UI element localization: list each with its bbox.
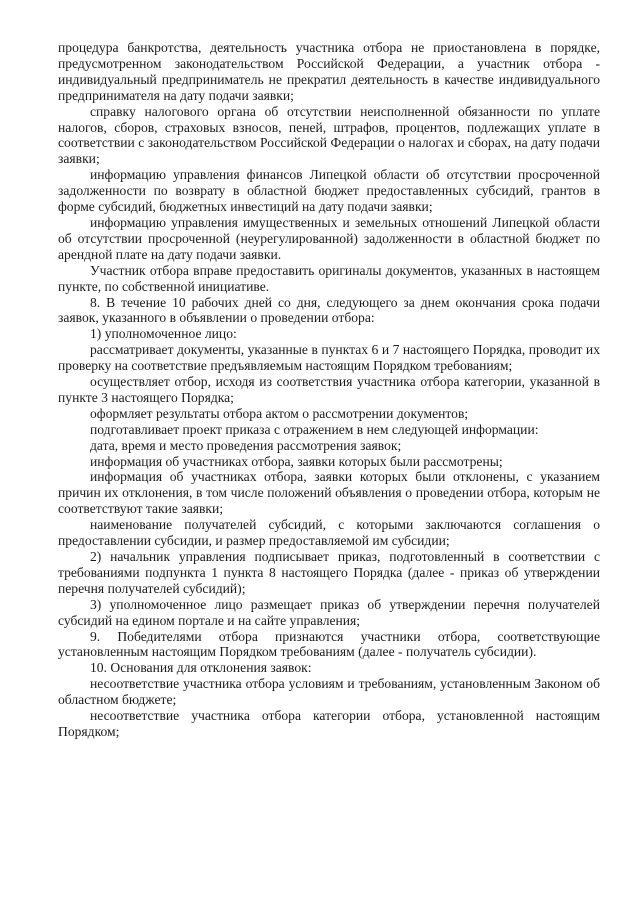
paragraph-date-time-place: дата, время и место проведения рассмотрения заявок; <box>90 437 402 453</box>
paragraph-item-9: 9. Победителями отбора признаются участники отбора, соответствующие установленным настоящим Порядком требованиям (далее - получатель субсидии). <box>58 628 600 660</box>
paragraph-subitem-8-2: 2) начальник управления подписывает приказ, подготовленный в соответствии с требованиями подпункта 1 пункта 8 настоящего Порядка (далее - приказ об утверждении перечня получателей субсидий); <box>58 549 600 596</box>
paragraph-rejected-participants: информация об участниках отбора, заявки которых были отклонены, с указанием причин их отклонения, в том числе положений объявления о проведении отбора, которым не соответствуют такие заявки; <box>58 469 600 517</box>
paragraph-tax-certificate: справку налогового органа об отсутствии неисполненной обязанности по уплате налогов, сборов, страховых взносов, пеней, штрафов, процентов, подлежащих уплате в соответствии с законодательством Российской Федерации о налогах и сборах, на дату подачи заявки; <box>58 103 600 167</box>
paragraph-formalizes-results: оформляет результаты отбора актом о рассмотрении документов; <box>90 405 469 421</box>
paragraph-reviews-documents: рассматривает документы, указанные в пунктах 6 и 7 настоящего Порядка, проводит их проверку на соответствие предъявляемым настоящим Порядком требованиям; <box>58 342 600 374</box>
paragraph-recipients-names: наименование получателей субсидий, с которыми заключаются соглашения о предоставлении субсидии, и размер предоставляемой им субсидии; <box>58 517 600 549</box>
paragraph-property-info: информацию управления имущественных и земельных отношений Липецкой области об отсутствии просроченной (неурегулированной) задолженности в областной бюджет по арендной плате на дату подачи заявки. <box>58 214 600 262</box>
paragraph-reviewed-participants: информация об участниках отбора, заявки которых были рассмотрены; <box>90 453 503 469</box>
paragraph-subitem-8-1: 1) уполномоченное лицо: <box>90 326 237 342</box>
paragraph-bankruptcy-continuation: процедура банкротства, деятельность участника отбора не приостановлена в порядке, предусмотренном законодательством Российской Федерации, а участник отбора - индивидуальный предприниматель не прекратил деятельность в качестве индивидуального предпринимателя на дату подачи заявки; <box>58 40 600 103</box>
paragraph-originals-right: Участник отбора вправе предоставить оригиналы документов, указанных в настоящем пункте, по собственной инициативе. <box>58 262 600 294</box>
paragraph-performs-selection: осуществляет отбор, исходя из соответствия участника отбора категории, указанной в пункте 3 настоящего Порядка; <box>58 374 600 405</box>
paragraph-item-10: 10. Основания для отклонения заявок: <box>90 660 312 676</box>
paragraph-rejection-reason-1: несоответствие участника отбора условиям и требованиям, установленным Законом об областном бюджете; <box>58 676 600 708</box>
paragraph-prepares-order: подготавливает проект приказа с отражением в нем следующей информации: <box>90 421 539 437</box>
paragraph-finance-info: информацию управления финансов Липецкой области об отсутствии просроченной задолженности по возврату в областной бюджет предоставленных субсидий, грантов в форме субсидий, бюджетных инвестиций на дату подачи заявки; <box>58 167 600 215</box>
paragraph-subitem-8-3: 3) уполномоченное лицо размещает приказ об утверждении перечня получателей субсидий на едином портале и на сайте управления; <box>58 596 600 628</box>
paragraph-item-8: 8. В течение 10 рабочих дней со дня, следующего за днем окончания срока подачи заявок, указанного в объявлении о проведении отбора: <box>58 294 600 326</box>
paragraph-rejection-reason-2: несоответствие участника отбора категории отбора, установленной настоящим Порядком; <box>58 708 600 739</box>
